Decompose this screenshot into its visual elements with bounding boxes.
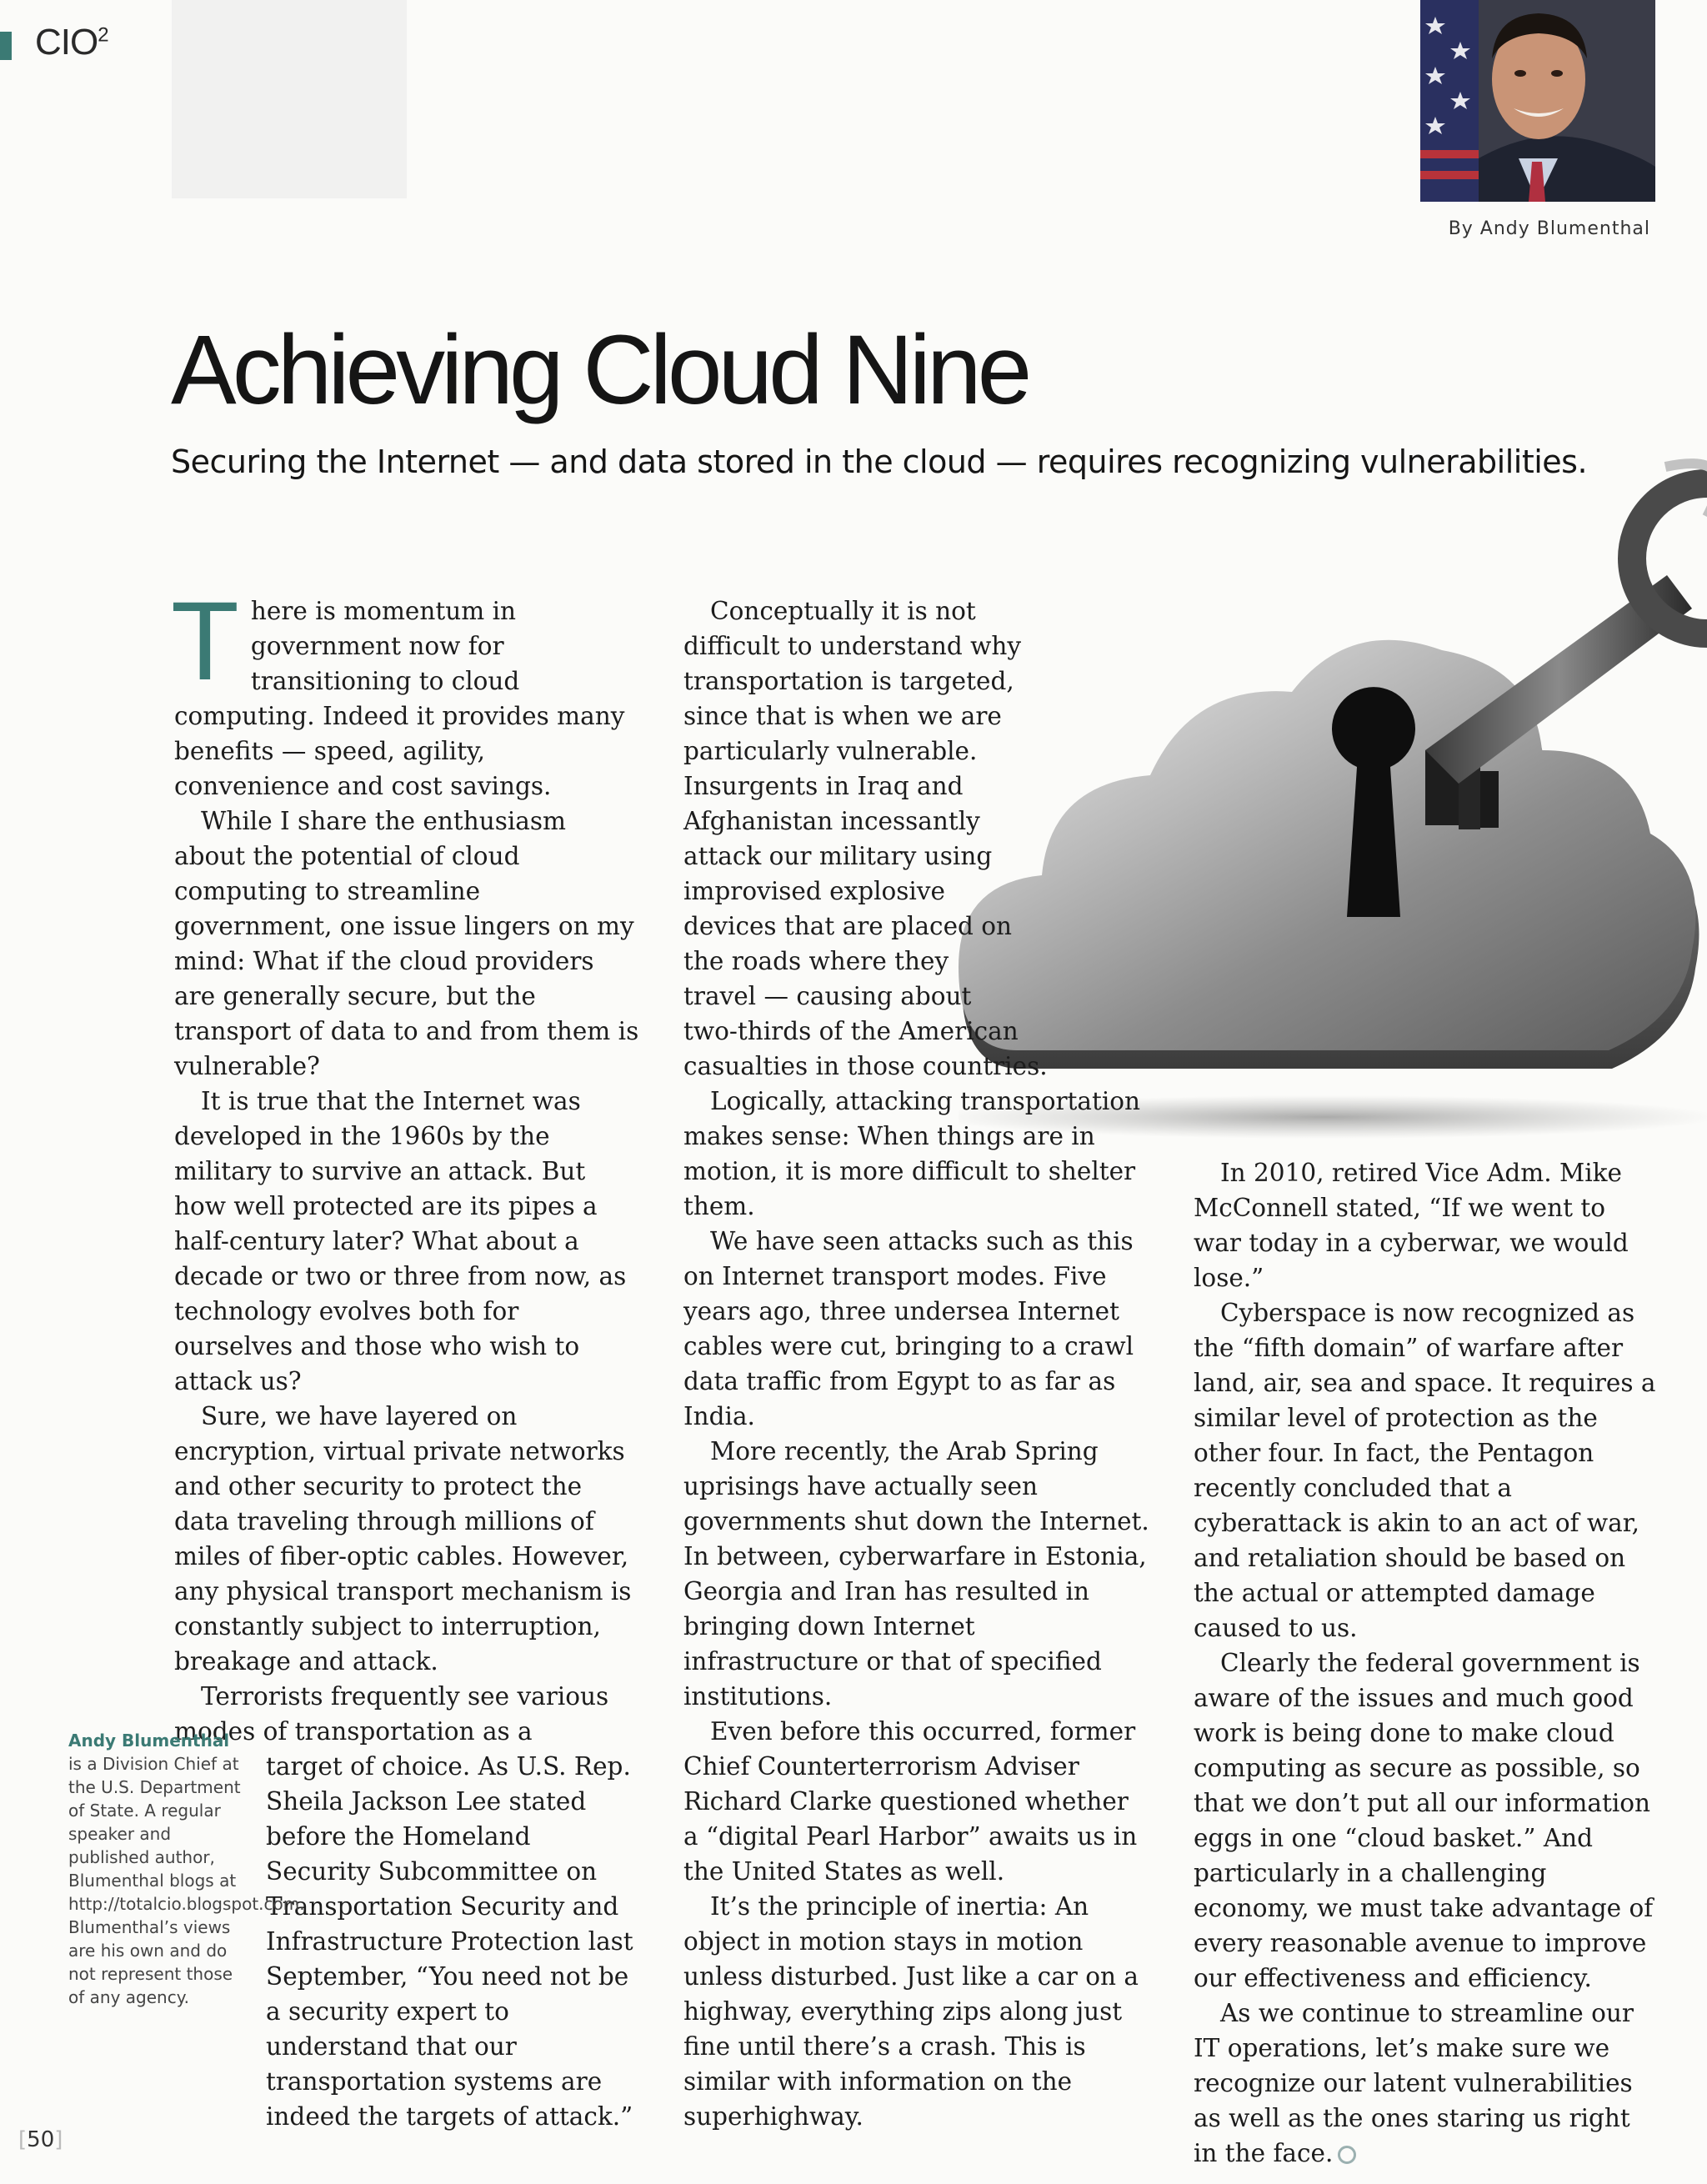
byline: By Andy Blumenthal (1448, 218, 1650, 239)
article-column-3 (1194, 1155, 1660, 2171)
section-superscript: 2 (98, 23, 108, 47)
end-mark-icon (1338, 2146, 1356, 2164)
article-paragraph: Terrorists frequently see various modes of transportation as a (174, 1682, 609, 1746)
article-paragraph-continued: target of choice. As U.S. Rep. Sheila Jackson Lee stated before the Homeland Security Subcommittee on Transportation Security and Infrastructure Protection last September, “You need not be a security expert to understand that our transportation systems are indeed the targets of attack.” (266, 1752, 633, 2131)
article-paragraph: Logically, attacking transportation makes sense: When things are in motion, it is more difficult to shelter them. (683, 1087, 1141, 1220)
section-color-bar (0, 32, 12, 60)
bleed-through-text (1117, 317, 1141, 430)
bio-text: is a Division Chief at the U.S. Department of State. A regular speaker and published author, Blumenthal blogs at http://totalcio.blogspot.com. Blumenthal’s views are his own and do not represent those of any agency. (68, 1754, 305, 2007)
article-paragraph: There is momentum in government now for transitioning to cloud computing. Indeed it provides many benefits — speed, agility, convenience and cost savings. (171, 579, 625, 800)
article-paragraph: More recently, the Arab Spring uprisings have actually seen governments shut down the Internet. In between, cyberwarfare in Estonia, Georgia and Iran has resulted in bringing down Internet infrastructure or that of specified institutions. (683, 1437, 1149, 1711)
bleed-through-block (172, 0, 407, 198)
article-paragraph: Conceptually it is not difficult to understand why transportation is targeted, since that is when we are particularly vulnerable. Insurgents in Iraq and Afghanistan incessantly attack our military using improvised explosive devices that are placed on the roads where they travel — causing about two-thirds of the American casualties in those countries. (683, 597, 1048, 1080)
drop-cap: T (171, 579, 239, 704)
illustration-wrap-spacer (1009, 594, 1150, 985)
article-deck: Securing the Internet — and data stored in the cloud — requires recognizing vulnerabilities. (171, 443, 1588, 480)
article-paragraph: It’s the principle of inertia: An object in motion stays in motion unless disturbed. Just like a car on a highway, everything zips along just fine until there’s a crash. This is similar with information on the superhighway. (683, 1892, 1139, 2131)
article-column-2 (683, 594, 1150, 2134)
article-paragraph: While I share the enthusiasm about the potential of cloud computing to streamline government, one issue lingers on my mind: What if the cloud providers are generally secure, but the transport of data to and from them is vulnerable? (174, 807, 639, 1080)
section-label: CIO$^2$ (35, 22, 108, 63)
article-paragraph: Sure, we have layered on encryption, virtual private networks and other security to protect the data traveling through millions of miles of fiber-optic cables. However, any physical transport mechanism is constantly subject to interruption, breakage and attack. (174, 1402, 632, 1676)
article-paragraph: We have seen attacks such as this on Internet transport modes. Five years ago, three undersea Internet cables were cut, bringing to a crawl data traffic from Egypt to as far as India. (683, 1227, 1134, 1430)
article-paragraph: As we continue to streamline our IT operations, let’s make sure we recognize our latent vulnerabilities as well as the ones staring us right in the face. (1194, 1999, 1634, 2167)
author-bio (68, 1729, 305, 2009)
article-headline: Achieving Cloud Nine (171, 315, 1029, 425)
article-paragraph: In 2010, retired Vice Adm. Mike McConnell stated, “If we went to war today in a cyberwar, we would lose.” (1194, 1159, 1629, 1292)
bio-author-name: Andy Blumenthal (68, 1731, 230, 1751)
page-number: [50] (18, 2127, 63, 2152)
article-paragraph: Clearly the federal government is aware of the issues and much good work is being done to make cloud computing as secure as possible, so that we don’t put all our information eggs in one “cloud basket.” And particularly in a challenging economy, we must take advantage of every reasonable avenue to improve our effectiveness and efficiency. (1194, 1649, 1654, 1992)
article-paragraph: It is true that the Internet was developed in the 1960s by the military to survive an attack. But how well protected are its pipes a half-century later? What about a decade or two or three from now, as technology evolves both for ourselves and those who wish to attack us? (174, 1087, 627, 1395)
author-photo (1420, 0, 1655, 202)
article-paragraph: Even before this occurred, former Chief Counterterrorism Adviser Richard Clarke questioned whether a “digital Pearl Harbor” awaits us in the United States as well. (683, 1717, 1138, 1886)
article-paragraph: Cyberspace is now recognized as the “fifth domain” of warfare after land, air, sea and space. It requires a similar level of protection as the other four. In fact, the Pentagon recently concluded that a cyberattack is akin to an act of war, and retaliation should be based on the actual or attempted damage caused to us. (1194, 1299, 1656, 1642)
